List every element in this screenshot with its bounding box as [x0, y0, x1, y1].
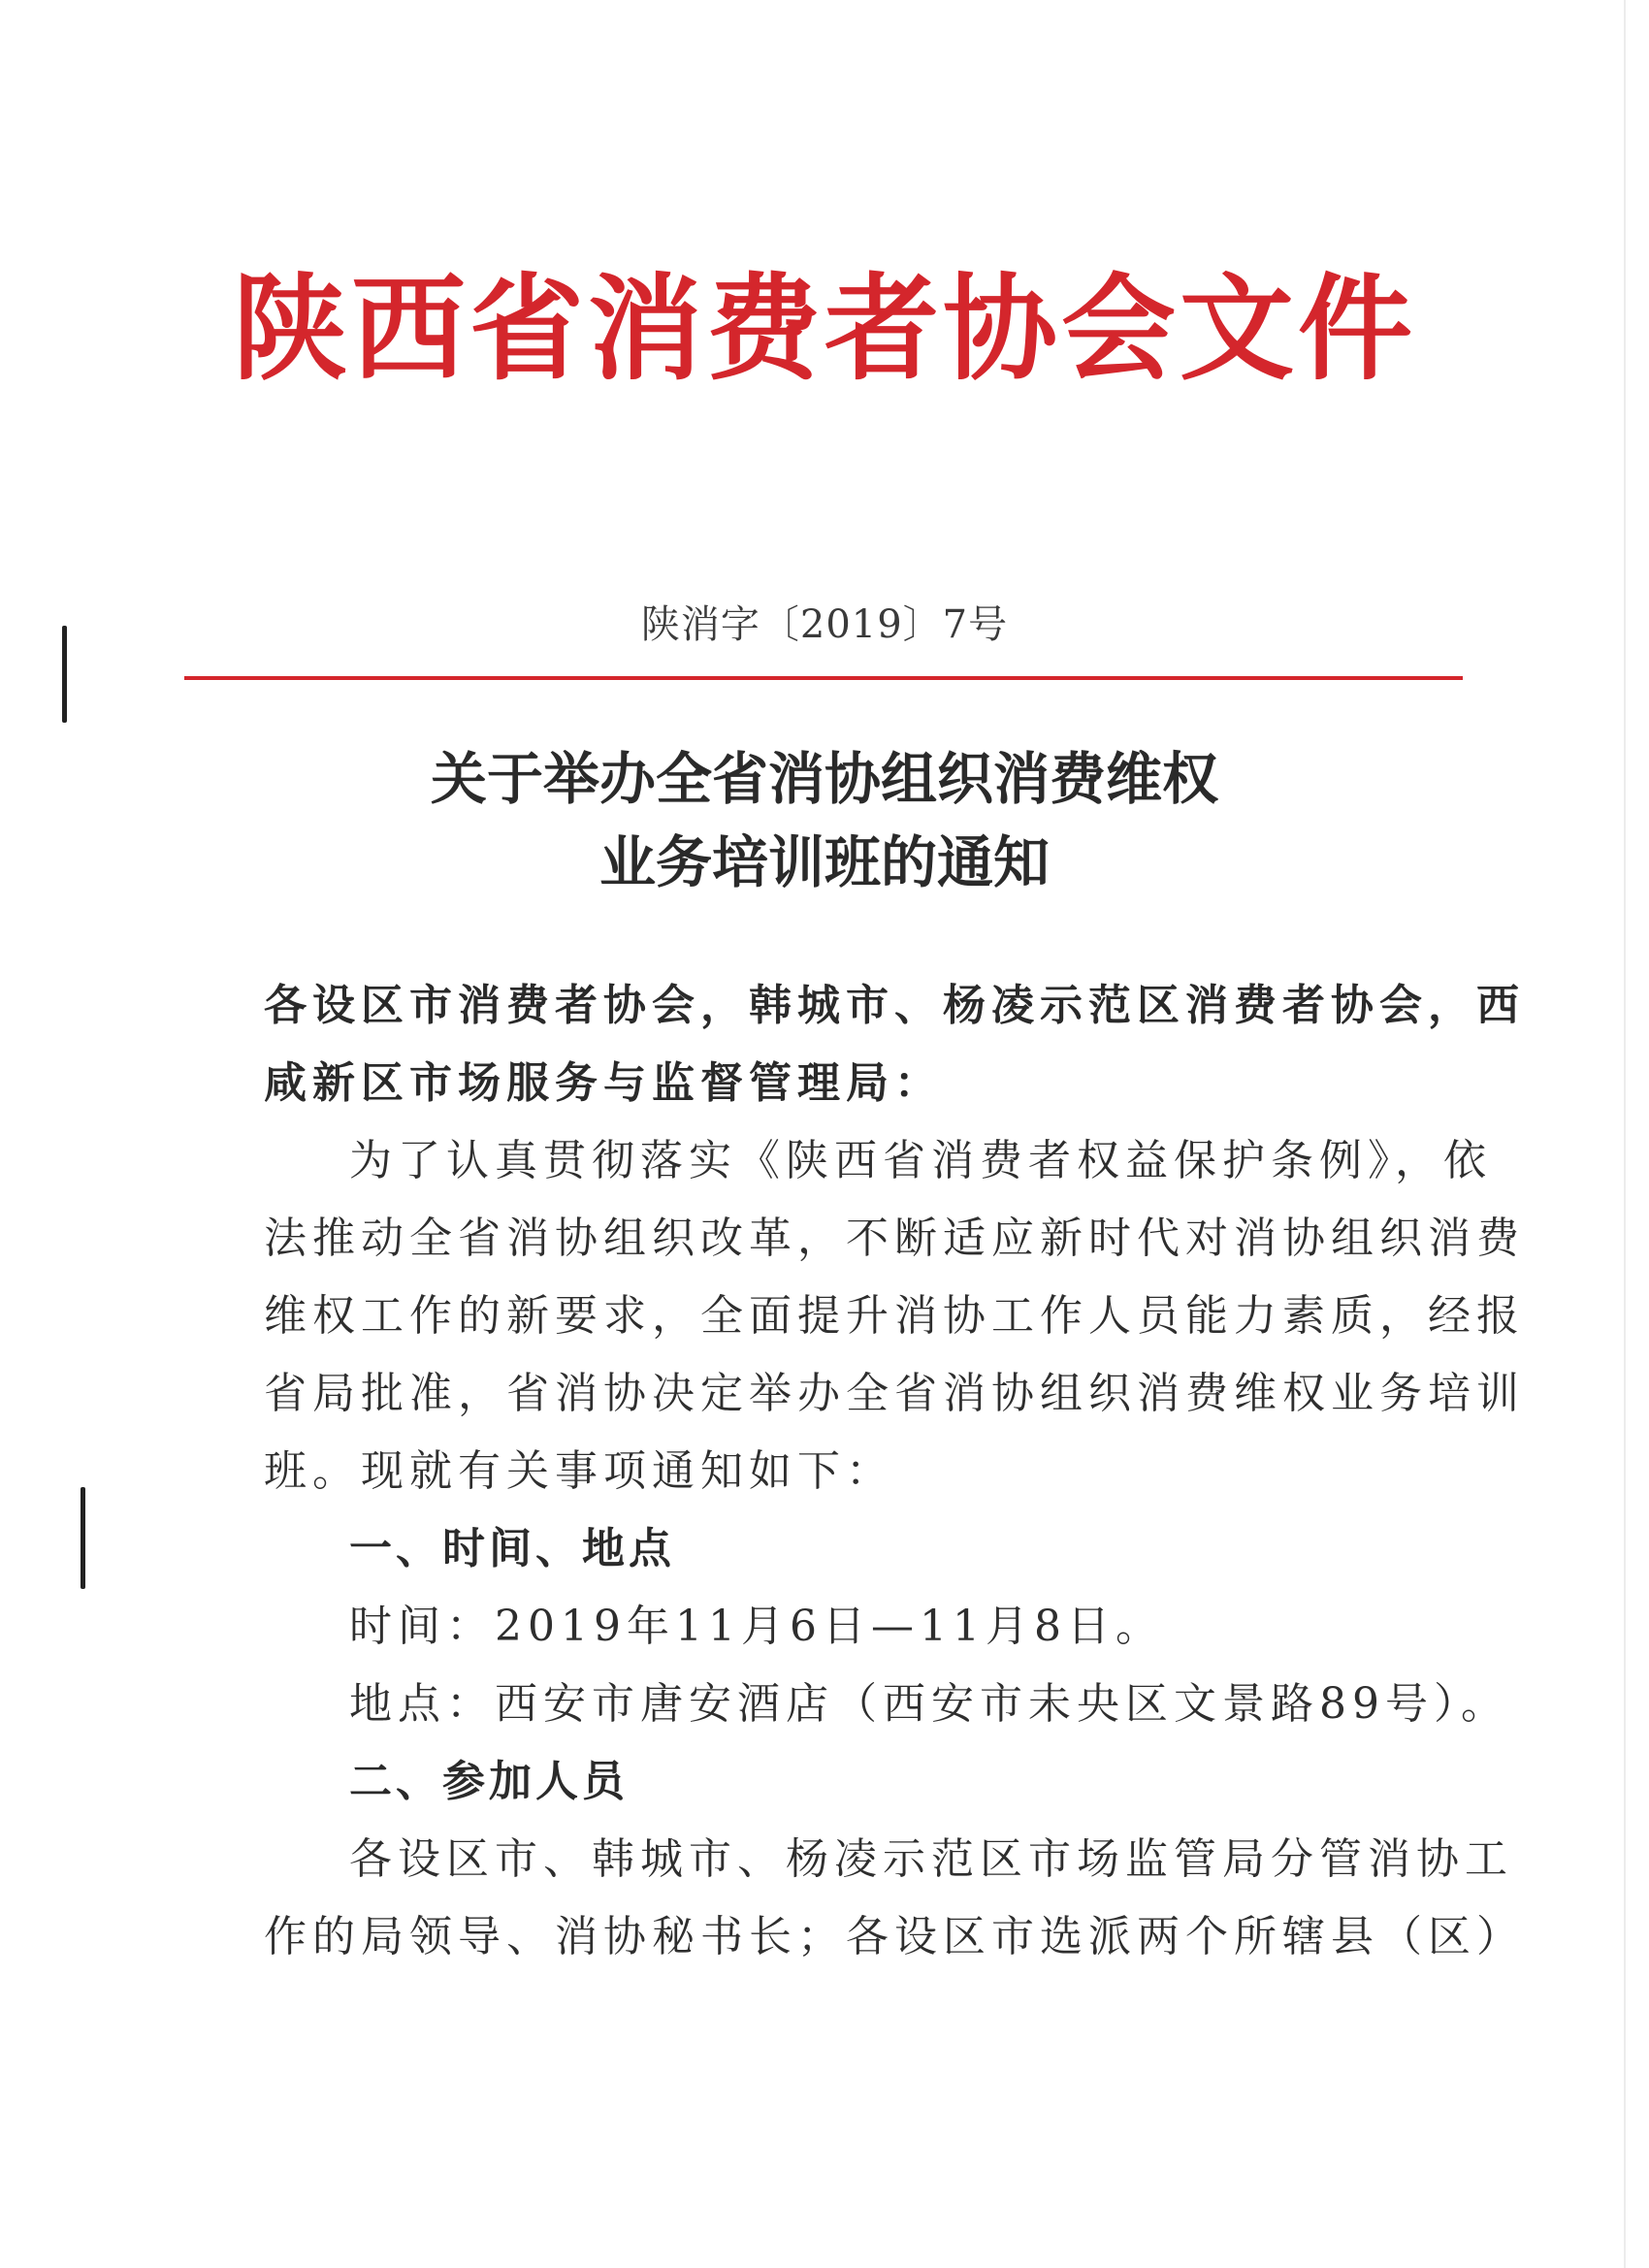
paragraph-line: 作的局领导、消协秘书长；各设区市选派两个所辖县（区）: [264, 1912, 1525, 1961]
salutation-line-1: 各设区市消费者协会，韩城市、杨凌示范区消费者协会，西: [264, 981, 1525, 1030]
paragraph-line: 各设区市、韩城市、杨凌示范区市场监管局分管消协工: [349, 1834, 1513, 1884]
header-title: 陕西省消费者协会文件: [232, 261, 1416, 396]
document-number: 陕消字〔2019〕7号: [640, 602, 1009, 647]
paragraph-line: 维权工作的新要求，全面提升消协工作人员能力素质，经报: [264, 1291, 1525, 1341]
paragraph-line: 法推动全省消协组织改革，不断适应新时代对消协组织消费: [264, 1214, 1525, 1263]
notice-title-line-1: 关于举办全省消协组织消费维权: [430, 746, 1218, 812]
notice-title: [0, 737, 1649, 904]
red-divider-line: [184, 676, 1463, 680]
paragraph-line: 班。现就有关事项通知如下：: [264, 1446, 894, 1496]
time-line: 时间：2019年11月6日—11月8日。: [349, 1602, 1164, 1651]
salutation-line-2: 咸新区市场服务与监督管理局：: [264, 1058, 943, 1108]
place-line: 地点：西安市唐安酒店（西安市未央区文景路89号）。: [349, 1679, 1509, 1729]
notice-title-line-2: 业务培训班的通知: [598, 829, 1050, 895]
paragraph-line: 省局批准，省消协决定举办全省消协组织消费维权业务培训: [264, 1369, 1525, 1418]
scan-binding-mark: [81, 1487, 85, 1589]
paragraph-line: 为了认真贯彻落实《陕西省消费者权益保护条例》，依: [349, 1136, 1492, 1185]
section-heading-2: 二、参加人员: [349, 1757, 629, 1806]
section-heading-1: 一、时间、地点: [349, 1524, 675, 1573]
